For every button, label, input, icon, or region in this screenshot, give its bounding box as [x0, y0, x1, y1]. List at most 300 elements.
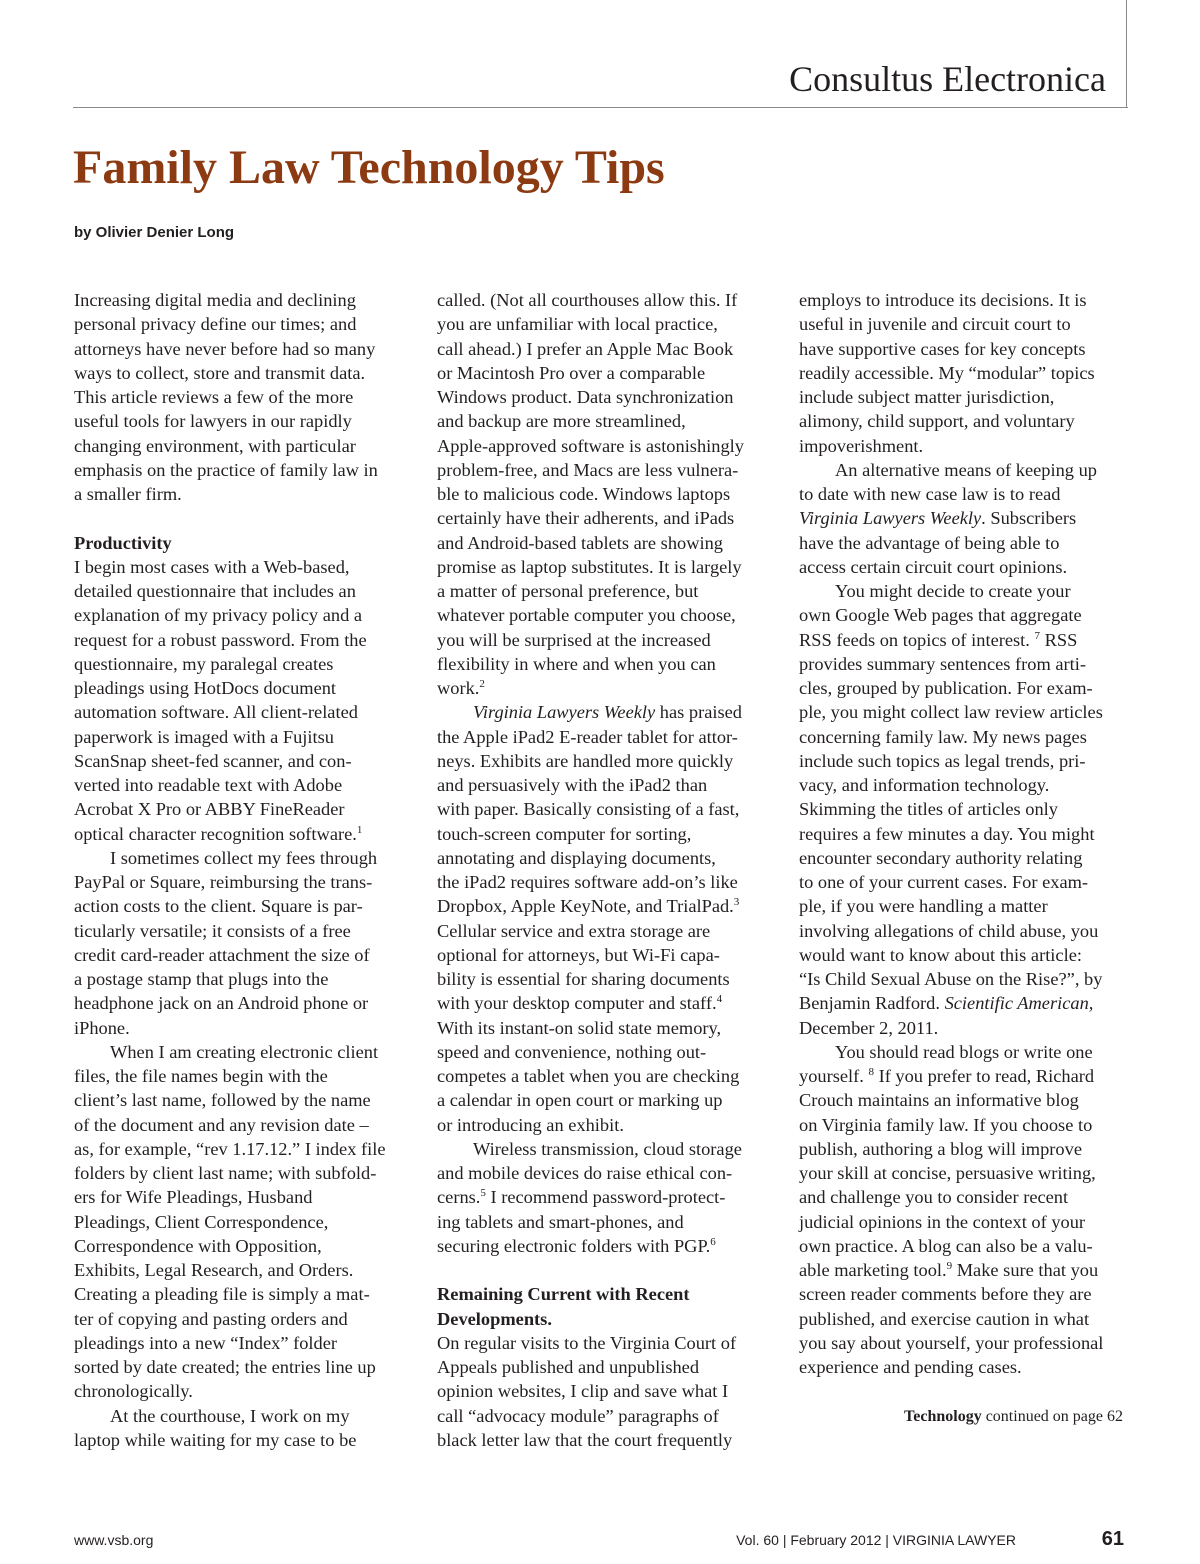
text-line	[799, 797, 1144, 821]
text-line	[437, 361, 782, 385]
line-text: Crouch maintains an informative blog	[799, 1090, 1079, 1111]
header-rule-vertical	[1126, 0, 1127, 108]
line-text: .	[547, 1308, 552, 1329]
text-line	[437, 676, 782, 700]
text-line	[799, 919, 1144, 943]
line-text: the iPad2 requires software add-on’s like	[437, 872, 738, 892]
text-line	[437, 1379, 782, 1403]
line-text: On regular visits to the Virginia Court of	[437, 1332, 737, 1353]
line-text: flexibility in where and when you can	[437, 653, 716, 674]
line-text: cles, grouped by publication. For exam-	[799, 678, 1093, 698]
text-line	[437, 991, 782, 1015]
line-text: as, for example, “rev 1.17.12.” I index file	[74, 1138, 386, 1159]
text-line	[799, 1064, 1144, 1088]
text-line	[74, 943, 419, 967]
text-line	[74, 700, 419, 724]
text-line	[437, 822, 782, 846]
line-text: Apple-approved software is astonishingly	[437, 435, 744, 456]
text-line	[74, 919, 419, 943]
footer-url: www.vsb.org	[74, 1532, 154, 1548]
line-text: with paper. Basically consisting of a fast,	[437, 799, 740, 820]
line-text: optical character recognition software.	[74, 823, 357, 844]
text-line	[437, 749, 782, 773]
line-text: published, and exercise caution in what	[799, 1308, 1090, 1329]
text-line	[437, 312, 782, 336]
line-text: with your desktop computer and staff.	[437, 993, 717, 1014]
line-text: I recommend password-protect-	[485, 1187, 726, 1208]
text-line	[74, 894, 419, 918]
line-text: ple, you might collect law review articles	[799, 702, 1103, 723]
text-line	[437, 1040, 782, 1064]
line-text: called. (Not all courthouses allow this. If	[437, 290, 738, 310]
line-text: Exhibits, Legal Research, and Orders.	[74, 1260, 354, 1280]
line-text: ing tablets and smart-phones, and	[437, 1211, 684, 1232]
line-text: able marketing tool.	[799, 1260, 947, 1280]
text-line	[74, 1331, 419, 1355]
text-line	[74, 482, 419, 506]
text-line	[799, 628, 1144, 652]
line-text: Wireless transmission, cloud storage	[473, 1138, 742, 1159]
text-line	[74, 1137, 419, 1161]
text-line	[437, 628, 782, 652]
italic-text: Virginia Lawyers Weekly	[799, 508, 982, 529]
line-text: judicial opinions in the context of your	[799, 1211, 1086, 1232]
text-line	[74, 1234, 419, 1258]
line-text: have the advantage of being able to	[799, 532, 1060, 553]
text-line	[437, 894, 782, 918]
line-text: own Google Web pages that aggregate	[799, 605, 1082, 626]
text-line	[799, 700, 1144, 724]
text-line	[74, 991, 419, 1015]
line-text: opinion websites, I clip and save what I	[437, 1381, 729, 1402]
text-line	[74, 1307, 419, 1331]
text-line	[799, 482, 1144, 506]
line-text: automation software. All client-related	[74, 702, 358, 723]
text-line	[74, 652, 419, 676]
text-line	[437, 1331, 782, 1355]
line-text: Developments	[437, 1308, 548, 1329]
text-line	[437, 434, 782, 458]
line-text: include such topics as legal trends, pri-	[799, 750, 1086, 771]
text-line	[799, 506, 1144, 530]
column-2	[437, 288, 782, 1452]
line-text: has praised	[655, 702, 742, 723]
footnote-marker: 8	[868, 1066, 874, 1078]
text-line	[437, 409, 782, 433]
text-line	[74, 1088, 419, 1112]
line-text: would want to know about this article:	[799, 944, 1082, 965]
text-line	[74, 797, 419, 821]
line-text: useful in juvenile and circuit court to	[799, 314, 1071, 335]
text-line	[437, 506, 782, 530]
footnote-marker: 2	[479, 678, 485, 690]
line-text: paperwork is imaged with a Fujitsu	[74, 726, 334, 747]
text-line	[799, 1185, 1144, 1209]
line-text: whatever portable computer you choose,	[437, 605, 736, 626]
line-text: a smaller firm.	[74, 484, 182, 504]
line-text: An alternative means of keeping up	[835, 459, 1097, 480]
text-line	[799, 1355, 1144, 1379]
line-text: Pleadings, Client Correspondence,	[74, 1211, 329, 1232]
text-line	[74, 822, 419, 846]
line-text: own practice. A blog can also be a valu-	[799, 1235, 1093, 1256]
footnote-marker: 9	[946, 1260, 953, 1272]
line-text: provides summary sentences from arti-	[799, 653, 1087, 674]
line-text: of the document and any revision date –	[74, 1114, 369, 1135]
text-line	[799, 337, 1144, 361]
line-text: ScanSnap sheet-fed scanner, and con-	[74, 750, 352, 771]
text-line	[799, 1258, 1144, 1282]
line-text: requires a few minutes a day. You might	[799, 823, 1095, 844]
column-1	[74, 288, 419, 1452]
line-text: ways to collect, store and transmit data.	[74, 362, 366, 383]
line-text: Benjamin Radford.	[799, 993, 945, 1014]
line-text: ter of copying and pasting orders and	[74, 1308, 348, 1329]
text-line	[437, 603, 782, 627]
text-line	[799, 555, 1144, 579]
text-line	[74, 1185, 419, 1209]
line-text: readily accessible. My “modular” topics	[799, 362, 1095, 383]
text-line	[74, 749, 419, 773]
line-text: changing environment, with particular	[74, 435, 356, 456]
text-line	[74, 385, 419, 409]
text-line	[437, 725, 782, 749]
line-text: work.	[437, 678, 480, 698]
text-line	[799, 312, 1144, 336]
line-text: Acrobat X Pro or ABBY FineReader	[74, 799, 345, 820]
line-text: useful tools for lawyers in our rapidly	[74, 411, 352, 432]
line-text: Cellular service and extra storage are	[437, 920, 711, 941]
text-line	[799, 749, 1144, 773]
text-line	[437, 943, 782, 967]
text-line	[799, 991, 1144, 1015]
text-line	[74, 579, 419, 603]
text-line	[437, 1161, 782, 1185]
continued-label: Technology	[904, 1408, 982, 1425]
line-text: encounter secondary authority relating	[799, 847, 1083, 868]
line-text: include subject matter jurisdiction,	[799, 387, 1055, 407]
line-text: have supportive cases for key concepts	[799, 338, 1086, 359]
text-line	[799, 1282, 1144, 1306]
text-line	[799, 870, 1144, 894]
line-text: Windows product. Data synchronization	[437, 387, 734, 407]
text-line	[799, 458, 1144, 482]
line-text: folders by client last name; with subfold-	[74, 1163, 377, 1183]
line-text: on Virginia family law. If you choose to	[799, 1114, 1093, 1135]
line-text: RSS feeds on topics of interest.	[799, 629, 1035, 650]
text-line	[74, 603, 419, 627]
line-text: You might decide to create your	[835, 581, 1071, 601]
line-text: . Subscribers	[981, 508, 1077, 529]
text-line	[437, 846, 782, 870]
text-line	[799, 385, 1144, 409]
line-text: cerns.	[437, 1187, 481, 1208]
line-text: access certain circuit court opinions.	[799, 556, 1068, 577]
line-text: your skill at concise, persuasive writing,	[799, 1163, 1096, 1183]
text-line	[74, 846, 419, 870]
line-text: When I am creating electronic client	[110, 1041, 379, 1062]
line-text: alimony, child support, and voluntary	[799, 411, 1075, 432]
line-text: employs to introduce its decisions. It is	[799, 290, 1087, 310]
continued-text: continued on page 62	[981, 1408, 1123, 1425]
line-text: detailed questionnaire that includes an	[74, 581, 356, 601]
text-line	[74, 967, 419, 991]
text-line	[799, 288, 1144, 312]
text-line	[799, 846, 1144, 870]
text-line	[74, 1428, 419, 1452]
text-line	[74, 1161, 419, 1185]
text-line	[74, 1016, 419, 1040]
text-line	[437, 967, 782, 991]
line-text: chronologically.	[74, 1381, 193, 1402]
line-text: Creating a pleading file is simply a mat-	[74, 1284, 370, 1305]
italic-text: Scientific American,	[944, 993, 1094, 1014]
line-text: to one of your current cases. For exam-	[799, 872, 1089, 892]
line-text: Make sure that you	[952, 1260, 1099, 1280]
line-text: call “advocacy module” paragraphs of	[437, 1405, 719, 1426]
line-text: You should read blogs or write one	[835, 1041, 1093, 1062]
text-line	[799, 1161, 1144, 1185]
line-text: you say about yourself, your professional	[799, 1332, 1104, 1353]
line-text: annotating and displaying documents,	[437, 847, 716, 868]
text-line	[74, 1355, 419, 1379]
line-text: to date with new case law is to read	[799, 484, 1061, 504]
line-text: and mobile devices do raise ethical con-	[437, 1163, 733, 1183]
paragraph-gap	[74, 506, 419, 530]
line-text: or Macintosh Pro over a comparable	[437, 362, 706, 383]
text-line	[74, 409, 419, 433]
text-line	[437, 1185, 782, 1209]
line-text: With its instant-on solid state memory,	[437, 1017, 722, 1038]
text-line	[74, 1379, 419, 1403]
text-line	[799, 1331, 1144, 1355]
page-number: 61	[1101, 1528, 1124, 1550]
line-text: concerning family law. My news pages	[799, 726, 1087, 747]
text-line	[74, 1404, 419, 1428]
byline: by Olivier Denier Long	[74, 224, 235, 241]
text-line	[799, 434, 1144, 458]
text-line	[74, 870, 419, 894]
footnote-marker: 4	[716, 993, 723, 1006]
line-text: neys. Exhibits are handled more quickly	[437, 750, 734, 771]
section-heading	[74, 531, 419, 555]
text-line	[437, 482, 782, 506]
section-title: Consultus Electronica	[789, 59, 1106, 99]
text-line	[74, 676, 419, 700]
text-line	[437, 1355, 782, 1379]
text-line	[74, 1258, 419, 1282]
line-text: credit card-reader attachment the size of	[74, 944, 370, 965]
text-line	[437, 531, 782, 555]
line-text: and challenge you to consider recent	[799, 1187, 1069, 1208]
text-line	[799, 1137, 1144, 1161]
footnote-marker: 7	[1034, 629, 1040, 642]
line-text: touch-screen computer for sorting,	[437, 823, 692, 844]
text-line	[799, 652, 1144, 676]
text-line	[799, 1088, 1144, 1112]
text-line	[74, 434, 419, 458]
line-text: Skimming the titles of articles only	[799, 799, 1058, 820]
text-line	[799, 531, 1144, 555]
line-text: and backup are more streamlined,	[437, 411, 686, 432]
line-text: PayPal or Square, reimbursing the trans-	[74, 872, 373, 892]
line-text: request for a robust password. From the	[74, 629, 367, 650]
text-line	[437, 1064, 782, 1088]
line-text: impoverishment.	[799, 435, 924, 456]
line-text: December 2, 2011.	[799, 1017, 939, 1038]
line-text: Increasing digital media and declining	[74, 290, 356, 310]
text-line	[437, 579, 782, 603]
italic-text: Virginia Lawyers Weekly	[473, 702, 656, 723]
line-text: pleadings using HotDocs document	[74, 678, 337, 698]
line-text: and Android-based tablets are showing	[437, 532, 724, 553]
line-text: client’s last name, followed by the name	[74, 1090, 371, 1111]
text-line	[437, 700, 782, 724]
text-line	[437, 919, 782, 943]
line-text: RSS	[1039, 629, 1078, 650]
text-line	[74, 1040, 419, 1064]
text-line	[437, 555, 782, 579]
line-text: Correspondence with Opposition,	[74, 1235, 322, 1256]
line-text: action costs to the client. Square is par-	[74, 896, 363, 917]
text-line	[799, 579, 1144, 603]
text-line	[437, 1137, 782, 1161]
text-line	[799, 725, 1144, 749]
line-text: the Apple iPad2 E-reader tablet for attor-	[437, 726, 738, 747]
text-line	[799, 603, 1144, 627]
line-text: you will be surprised at the increased	[437, 629, 711, 650]
text-line	[799, 1016, 1144, 1040]
text-line	[74, 1113, 419, 1137]
line-text: a postage stamp that plugs into the	[74, 969, 329, 989]
section-heading	[437, 1282, 782, 1306]
text-line	[74, 555, 419, 579]
line-text: verted into readable text with Adobe	[74, 775, 343, 795]
text-line	[74, 1282, 419, 1306]
line-text: At the courthouse, I work on my	[110, 1405, 350, 1426]
line-text: experience and pending cases.	[799, 1357, 1022, 1377]
line-text: I begin most cases with a Web-based,	[74, 556, 350, 577]
text-line	[437, 1088, 782, 1112]
text-line	[437, 1210, 782, 1234]
line-text: screen reader comments before they are	[799, 1284, 1092, 1305]
text-line	[74, 288, 419, 312]
text-line	[437, 652, 782, 676]
line-text: ple, if you were handling a matter	[799, 896, 1048, 917]
text-line	[74, 312, 419, 336]
line-text: personal privacy define our times; and	[74, 314, 357, 335]
text-line	[74, 1210, 419, 1234]
line-text: vacy, and information technology.	[799, 775, 1050, 795]
line-text: pleadings into a new “Index” folder	[74, 1332, 337, 1353]
text-line	[799, 1234, 1144, 1258]
line-text: certainly have their adherents, and iPads	[437, 508, 735, 529]
text-line	[437, 870, 782, 894]
line-text: or introducing an exhibit.	[437, 1114, 624, 1135]
footnote-marker: 1	[356, 823, 363, 836]
line-text: files, the file names begin with the	[74, 1066, 328, 1086]
footnote-marker: 3	[733, 896, 740, 909]
line-text: involving allegations of child abuse, you	[799, 920, 1099, 941]
text-line	[74, 628, 419, 652]
text-line	[437, 385, 782, 409]
text-line	[799, 1210, 1144, 1234]
line-text: you are unfamiliar with local practice,	[437, 314, 718, 335]
text-line	[799, 361, 1144, 385]
text-line	[74, 773, 419, 797]
text-line	[74, 337, 419, 361]
line-text: optional for attorneys, but Wi-Fi capa-	[437, 944, 720, 965]
line-text: Appeals published and unpublished	[437, 1357, 700, 1377]
line-text: iPhone.	[74, 1017, 130, 1038]
line-text: This article reviews a few of the more	[74, 387, 354, 407]
line-text: speed and convenience, nothing out-	[437, 1041, 707, 1062]
line-text: sorted by date created; the entries line up	[74, 1357, 376, 1377]
line-text: questionnaire, my paralegal creates	[74, 653, 334, 674]
line-text: “Is Child Sexual Abuse on the Rise?”, by	[799, 969, 1103, 989]
line-text: I sometimes collect my fees through	[110, 847, 378, 868]
section-heading	[437, 1307, 782, 1331]
text-line	[437, 337, 782, 361]
footnote-marker: 5	[480, 1187, 486, 1200]
line-text: a matter of personal preference, but	[437, 581, 699, 601]
text-line	[799, 967, 1144, 991]
continued-note	[904, 1408, 1123, 1426]
footnote-marker: 6	[710, 1235, 716, 1248]
text-line	[437, 288, 782, 312]
line-text: emphasis on the practice of family law in	[74, 459, 378, 480]
text-line	[437, 458, 782, 482]
text-line	[799, 822, 1144, 846]
paragraph-gap	[437, 1258, 782, 1282]
line-text: and persuasively with the iPad2 than	[437, 775, 708, 795]
line-text: laptop while waiting for my case to be	[74, 1429, 357, 1450]
text-line	[437, 797, 782, 821]
text-line	[437, 1234, 782, 1258]
text-line	[799, 676, 1144, 700]
text-line	[437, 773, 782, 797]
line-text: black letter law that the court frequently	[437, 1429, 733, 1450]
line-text: securing electronic folders with PGP.	[437, 1235, 711, 1256]
line-text: If you prefer to read, Richard	[873, 1066, 1095, 1086]
line-text: Remaining Current with Recent	[437, 1284, 690, 1305]
line-text: Productivity	[74, 532, 172, 553]
line-text: attorneys have never before had so many	[74, 338, 376, 359]
line-text: problem-free, and Macs are less vulnera-	[437, 459, 739, 480]
text-line	[799, 773, 1144, 797]
text-line	[799, 1040, 1144, 1064]
header-rule	[73, 107, 1128, 108]
text-line	[799, 409, 1144, 433]
text-line	[437, 1113, 782, 1137]
line-text: yourself.	[799, 1066, 869, 1086]
text-line	[74, 458, 419, 482]
text-line	[799, 1113, 1144, 1137]
text-line	[437, 1016, 782, 1040]
article-title: Family Law Technology Tips	[73, 141, 665, 194]
line-text: explanation of my privacy policy and a	[74, 605, 363, 626]
footer-issue: Vol. 60 | February 2012 | VIRGINIA LAWYER	[736, 1532, 1016, 1548]
text-line	[799, 943, 1144, 967]
column-3	[799, 288, 1144, 1379]
line-text: promise as laptop substitutes. It is largely	[437, 556, 742, 577]
line-text: competes a tablet when you are checking	[437, 1066, 740, 1086]
line-text: ble to malicious code. Windows laptops	[437, 484, 731, 504]
text-line	[74, 1064, 419, 1088]
line-text: Dropbox, Apple KeyNote, and TrialPad.	[437, 896, 734, 917]
text-line	[74, 725, 419, 749]
line-text: call ahead.) I prefer an Apple Mac Book	[437, 338, 734, 359]
